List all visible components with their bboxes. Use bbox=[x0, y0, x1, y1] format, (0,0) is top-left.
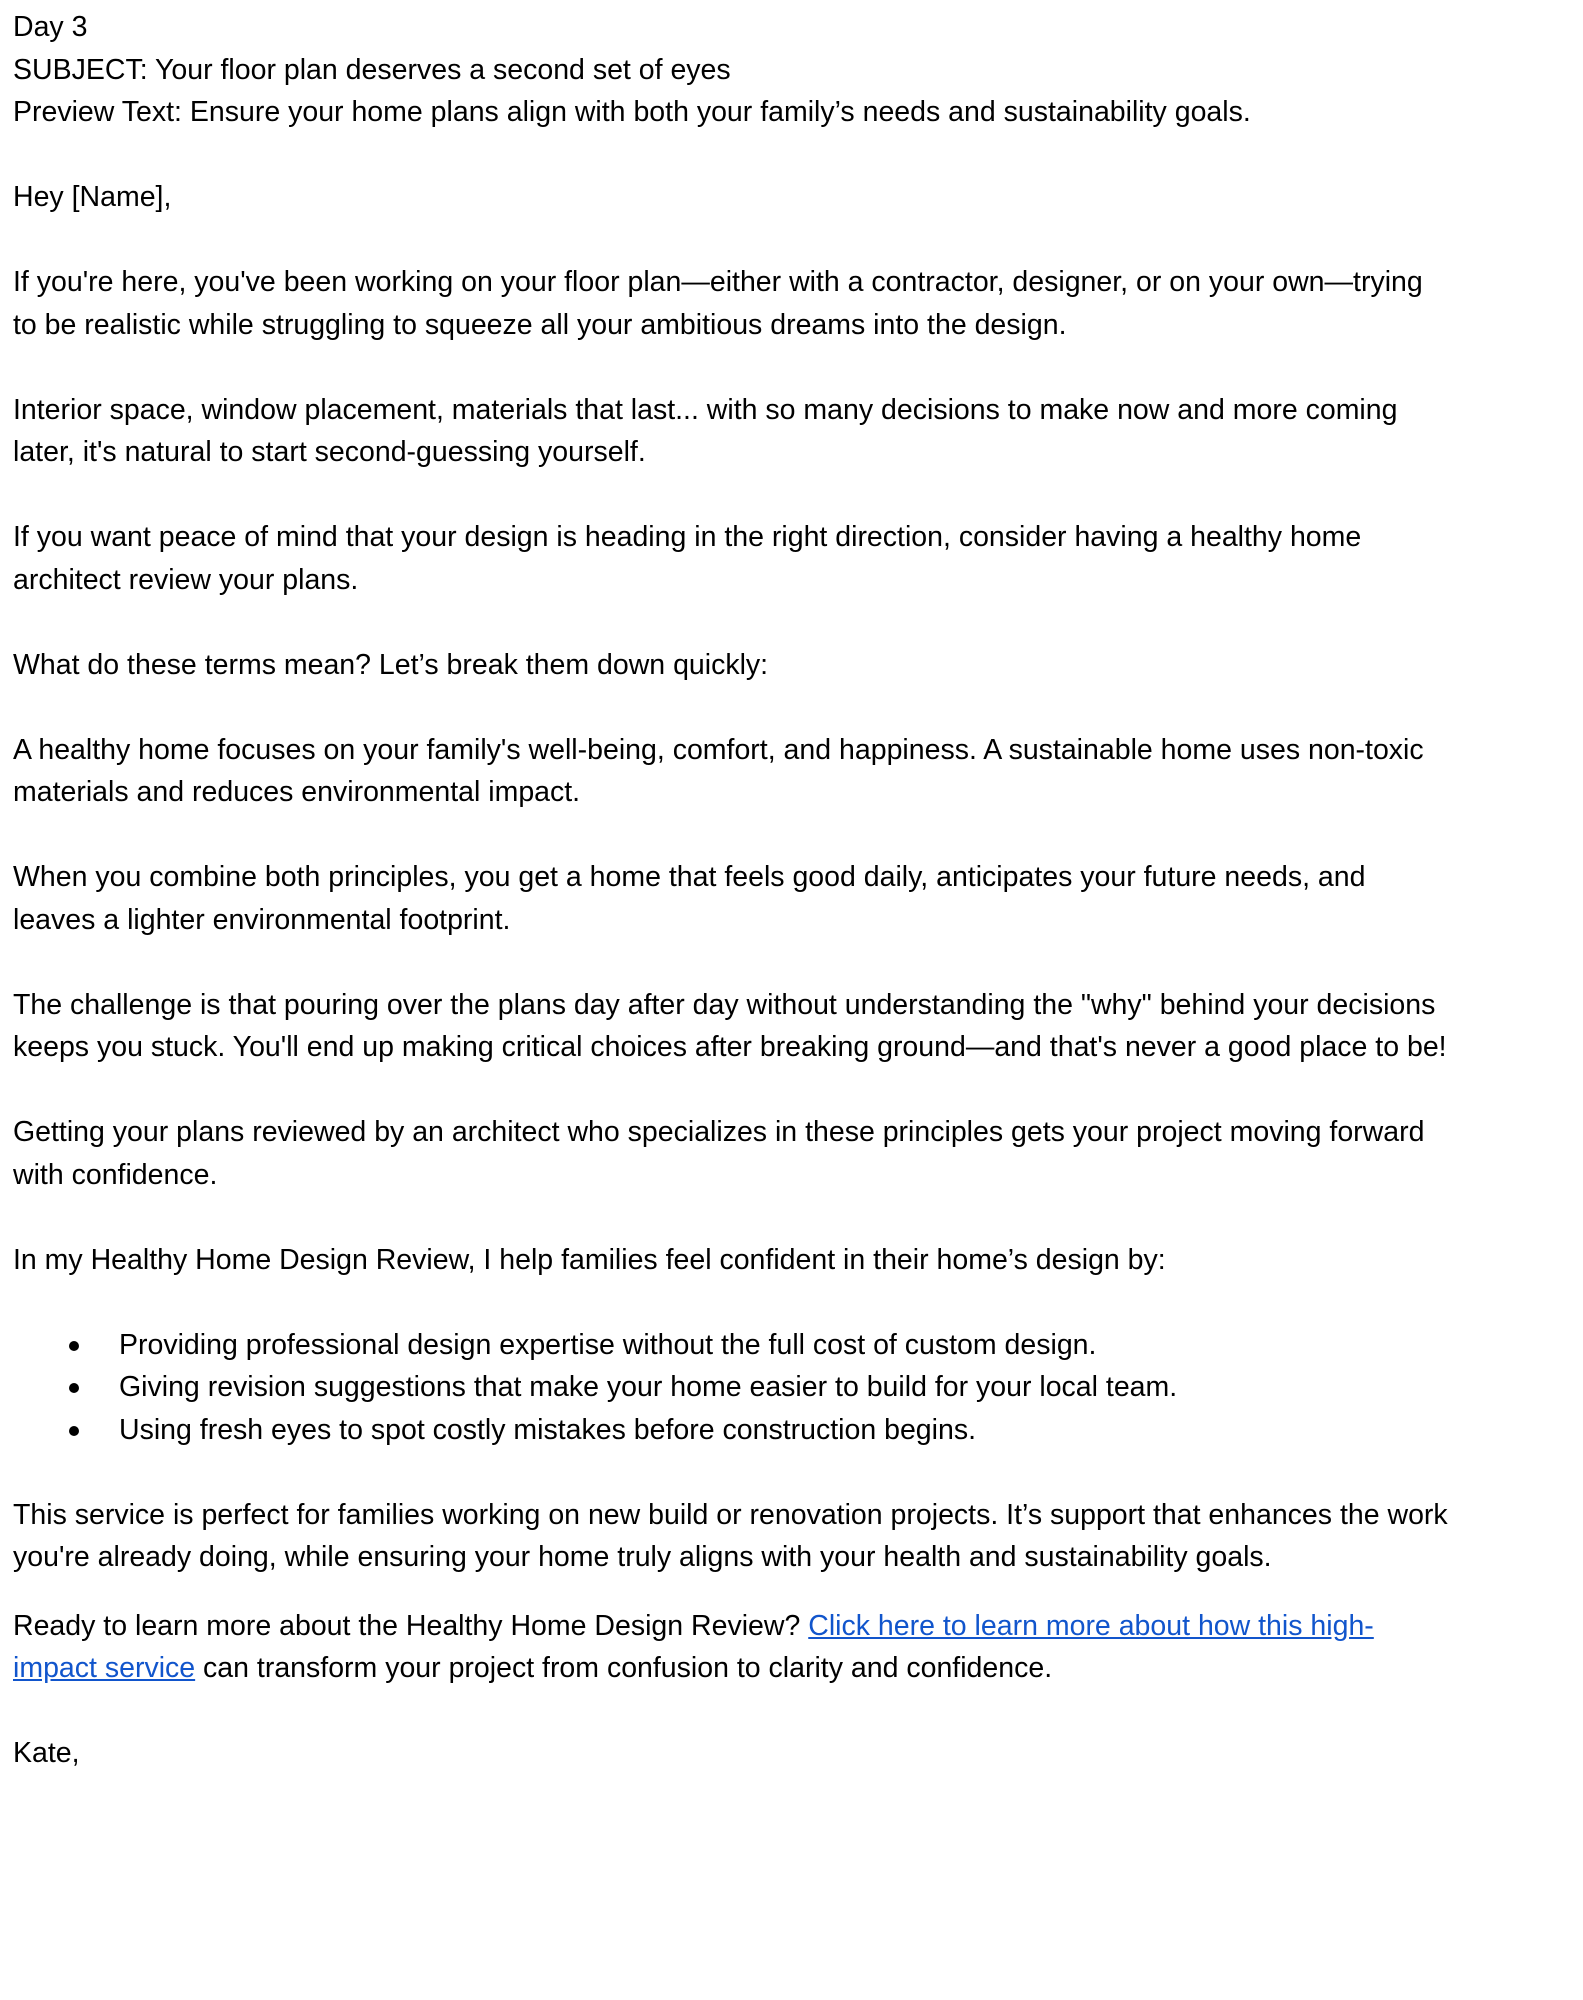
cta-text-after: can transform your project from confusion to clarity and confidence. bbox=[195, 1652, 1053, 1684]
preview-text: Preview Text: Ensure your home plans align with both your family’s needs and sustainability goals. bbox=[13, 96, 1251, 128]
paragraph-decisions: Interior space, window placement, materials that last... with so many decisions to make now and more coming later, it's natural to start second-guessing yourself. bbox=[13, 393, 1398, 468]
list-item-text: Using fresh eyes to spot costly mistakes before construction begins. bbox=[119, 1413, 976, 1446]
list-item-text: Giving revision suggestions that make your home easier to build for your local team. bbox=[119, 1371, 1178, 1403]
greeting: Hey [Name], bbox=[13, 181, 172, 213]
paragraph-challenge: The challenge is that pouring over the plans day after day without understanding the "why" behind your decisions keeps you stuck. You'll end up making critical choices after breaking ground—and that's never a good place to be! bbox=[13, 988, 1447, 1063]
paragraph-definitions: A healthy home focuses on your family's well-being, comfort, and happiness. A sustainable home uses non-toxic materials and reduces environmental impact. bbox=[13, 733, 1424, 808]
paragraph-terms: What do these terms mean? Let’s break them down quickly: bbox=[13, 648, 769, 681]
list-item bbox=[13, 1324, 1453, 1367]
learn-more-link[interactable]: Click here to learn more about how this high-impact service bbox=[13, 1609, 1374, 1684]
list-item-text: Providing professional design expertise without the full cost of custom design. bbox=[119, 1328, 1097, 1361]
list-item bbox=[13, 1366, 1453, 1409]
bullet-dot-icon bbox=[69, 1426, 79, 1436]
paragraph-closing: This service is perfect for families working on new build or renovation projects. It’s support that enhances the work you're already doing, while ensuring your home truly aligns with your health and sustainability goals. bbox=[13, 1498, 1448, 1573]
paragraph-peace-of-mind: If you want peace of mind that your design is heading in the right direction, consider having a healthy home architect review your plans. bbox=[13, 521, 1362, 596]
day-label: Day 3 bbox=[13, 11, 88, 43]
paragraph-service-intro: In my Healthy Home Design Review, I help families feel confident in their home’s design by: bbox=[13, 1243, 1166, 1276]
benefits-list bbox=[13, 1324, 1453, 1452]
email-document bbox=[13, 6, 1453, 1775]
cta-text-before: Ready to learn more about the Healthy Home Design Review? bbox=[13, 1609, 809, 1642]
subject-line: SUBJECT: Your floor plan deserves a second set of eyes bbox=[13, 53, 731, 86]
paragraph-intro: If you're here, you've been working on your floor plan—either with a contractor, designer, or on your own—trying to be realistic while struggling to squeeze all your ambitious dreams into the design. bbox=[13, 266, 1423, 341]
list-item bbox=[13, 1409, 1453, 1452]
paragraph-review-benefit: Getting your plans reviewed by an architect who specializes in these principles gets your project moving forward with confidence. bbox=[13, 1116, 1425, 1191]
bullet-dot-icon bbox=[69, 1341, 79, 1351]
bullet-dot-icon bbox=[69, 1383, 79, 1393]
signoff: Kate, bbox=[13, 1737, 80, 1769]
paragraph-combine: When you combine both principles, you get a home that feels good daily, anticipates your future needs, and leaves a lighter environmental footprint. bbox=[13, 861, 1366, 936]
cta-paragraph bbox=[13, 1605, 1453, 1690]
